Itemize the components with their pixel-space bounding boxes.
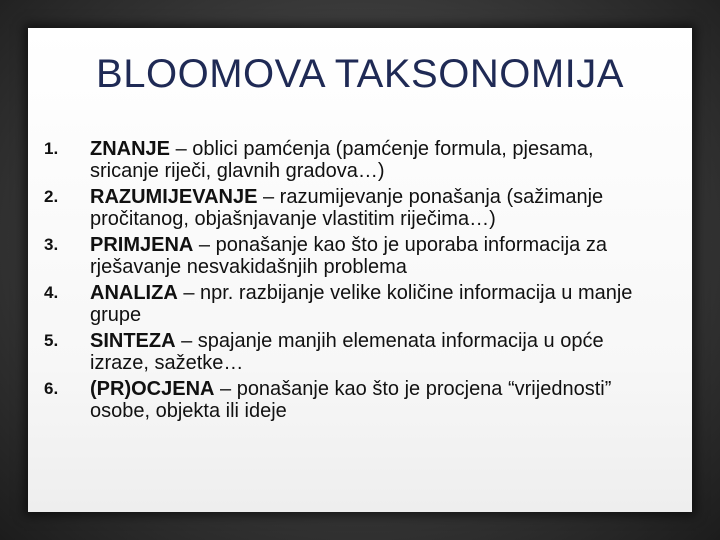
item-description: – ponašanje kao što je procjena “vrijednosti” osobe, objekta ili ideje [90, 378, 612, 422]
item-number: 1. [44, 139, 59, 158]
item-description: – razumijevanje ponašanja (sažimanje pročitanog, objašnjavanje vlastitim riječima…) [90, 186, 604, 230]
item-term: ZNANJE [90, 138, 171, 160]
item-description: – npr. razbijanje velike količine informacija u manje grupe [90, 282, 633, 326]
item-text [90, 378, 664, 422]
item-number: 6. [44, 379, 59, 398]
item-description: – oblici pamćenja (pamćenje formula, pjesama, sricanje riječi, glavnih gradova…) [90, 138, 594, 182]
list-item [44, 378, 664, 422]
taxonomy-list [44, 138, 664, 426]
list-item [44, 138, 664, 182]
list-item [44, 330, 664, 374]
item-description: – spajanje manjih elemenata informacija u opće izraze, sažetke… [90, 330, 604, 374]
item-term: SINTEZA [90, 330, 176, 352]
list-item [44, 282, 664, 326]
item-text [90, 234, 664, 278]
slide-title: BLOOMOVA TAKSONOMIJA [96, 52, 624, 96]
item-description: – ponašanje kao što je uporaba informacija za rješavanje nesvakidašnjih problema [90, 234, 607, 278]
list-item [44, 234, 664, 278]
item-number: 5. [44, 331, 59, 350]
item-number: 3. [44, 235, 59, 254]
item-term: RAZUMIJEVANJE [90, 186, 258, 208]
item-term: ANALIZA [90, 282, 178, 304]
item-number: 2. [44, 187, 59, 206]
list-item [44, 186, 664, 230]
item-number: 4. [44, 283, 59, 302]
item-term: PRIMJENA [90, 234, 194, 256]
item-text [90, 330, 664, 374]
item-text [90, 138, 664, 182]
item-text [90, 186, 664, 230]
item-text [90, 282, 664, 326]
item-term: (PR)OCJENA [90, 378, 215, 400]
